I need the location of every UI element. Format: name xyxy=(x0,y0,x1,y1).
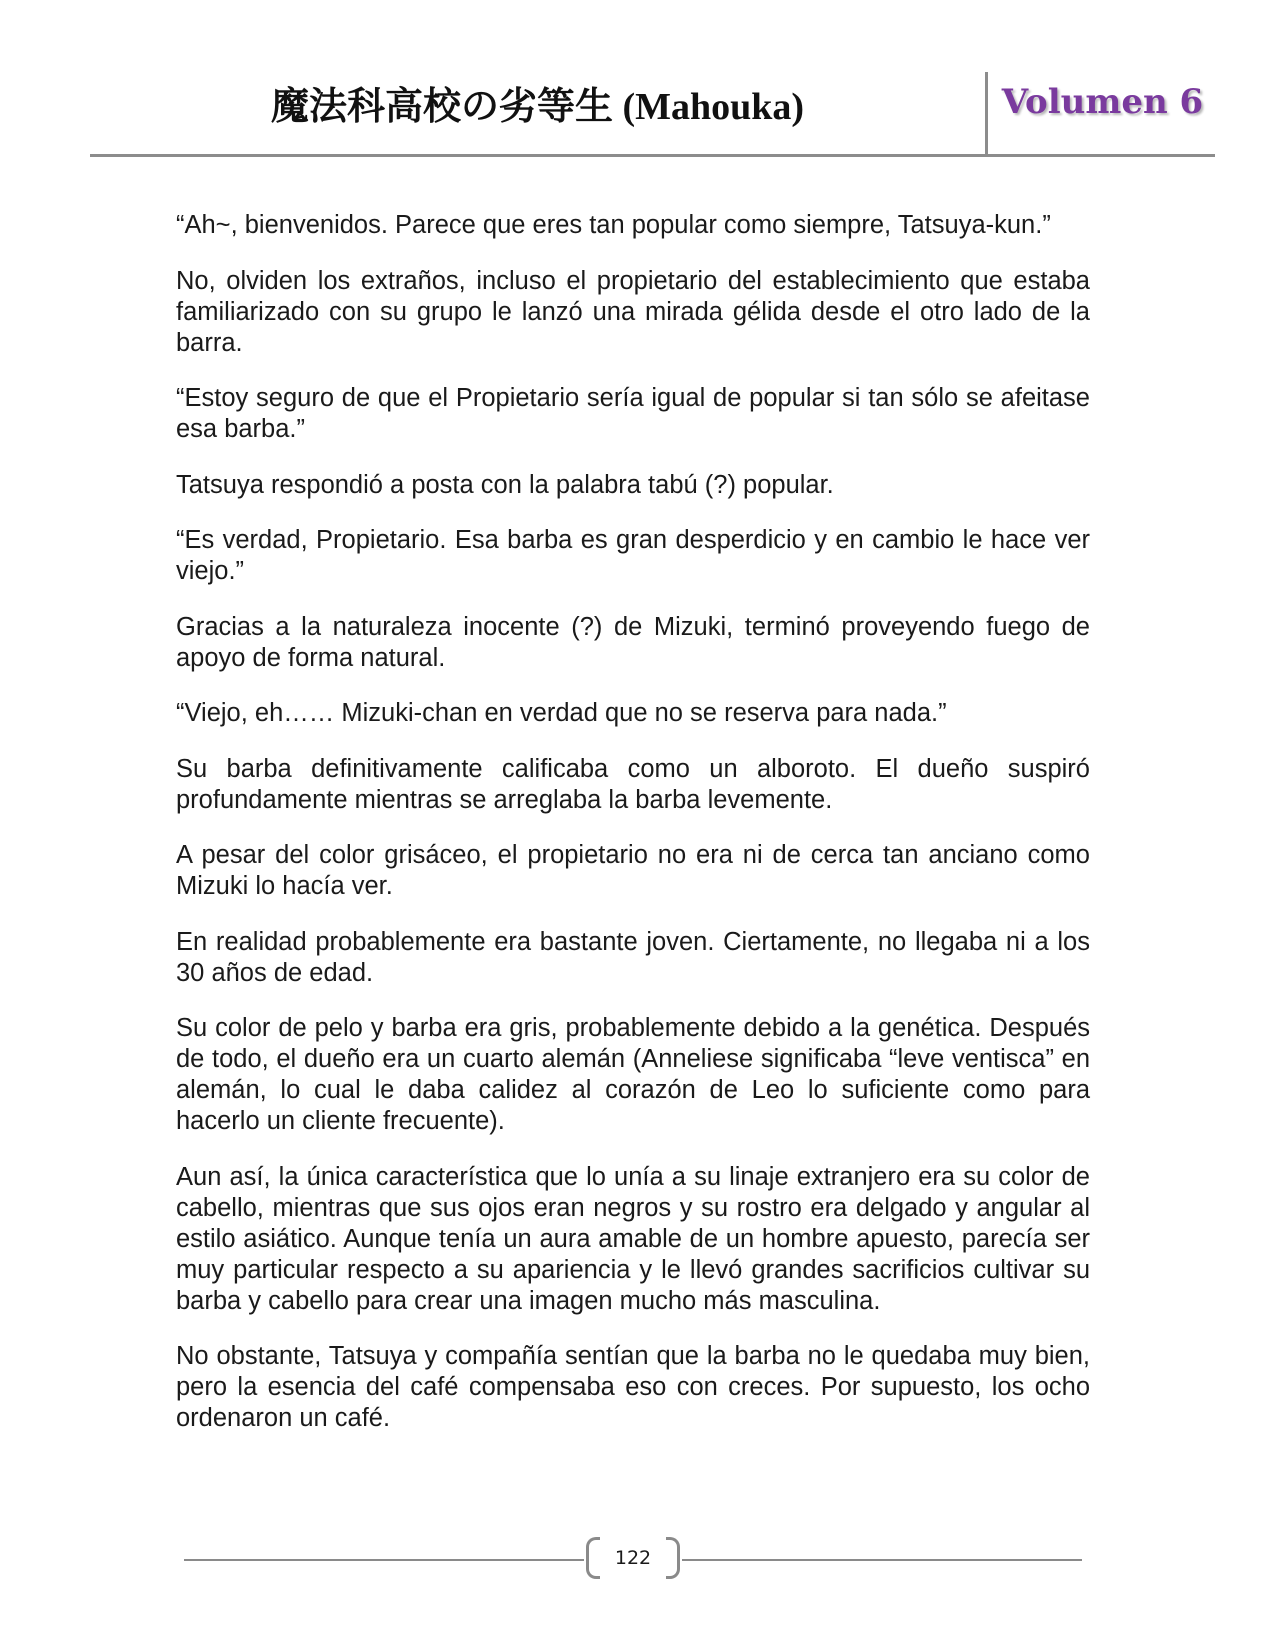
page-header xyxy=(90,70,1215,156)
header-rule xyxy=(90,154,1215,157)
paragraph: En realidad probablemente era bastante joven. Ciertamente, no llegaba ni a los 30 años de edad. xyxy=(176,927,1090,987)
page-number: 122 xyxy=(614,1547,652,1569)
book-title: 魔法科高校の劣等生 (Mahouka) xyxy=(270,86,805,128)
paragraph: No obstante, Tatsuya y compañía sentían que la barba no le quedaba muy bien, pero la esencia del café compensaba eso con creces. Por supuesto, los ocho ordenaron un café. xyxy=(176,1342,1090,1432)
paragraph: “Es verdad, Propietario. Esa barba es gran desperdicio y en cambio le hace ver viejo.” xyxy=(176,526,1090,585)
footer-rule-right xyxy=(682,1559,1082,1561)
footer-rule-left xyxy=(184,1559,584,1561)
page-footer xyxy=(184,1535,1082,1585)
paragraph: “Ah~, bienvenidos. Parece que eres tan popular como siempre, Tatsuya-kun.” xyxy=(176,211,1051,239)
paragraph: “Estoy seguro de que el Propietario sería igual de popular si tan sólo se afeitase esa barba.” xyxy=(176,384,1090,443)
volume-label: Volumen 6 xyxy=(1001,82,1204,122)
paragraph: Su color de pelo y barba era gris, probablemente debido a la genética. Después de todo, el dueño era un cuarto alemán (Anneliese significaba “leve ventisca” en alemán, lo cual le daba calidez al corazón de Leo lo suficiente como para hacerlo un cliente frecuente). xyxy=(176,1014,1090,1135)
paragraph: Tatsuya respondió a posta con la palabra tabú (?) popular. xyxy=(176,470,834,499)
header-divider xyxy=(985,72,988,156)
paragraph: Su barba definitivamente calificaba como un alboroto. El dueño suspiró profundamente mientras se arreglaba la barba levemente. xyxy=(176,754,1090,814)
right-bracket-ornament xyxy=(666,1537,680,1579)
paragraph: Gracias a la naturaleza inocente (?) de Mizuki, terminó proveyendo fuego de apoyo de forma natural. xyxy=(176,612,1090,672)
paragraph: No, olviden los extraños, incluso el propietario del establecimiento que estaba familiarizado con su grupo le lanzó una mirada gélida desde el otro lado de la barra. xyxy=(176,266,1090,357)
paragraph: “Viejo, eh…… Mizuki-chan en verdad que no se reserva para nada.” xyxy=(176,699,947,727)
page-body xyxy=(176,210,1090,1459)
paragraph: Aun así, la única característica que lo unía a su linaje extranjero era su color de cabello, mientras que sus ojos eran negros y su rostro era delgado y angular al estilo asiático. Aunque tenía un aura amable de un hombre apuesto, parecía ser muy particular respecto a su apariencia y le llevó grandes sacrificios cultivar su barba y cabello para crear una imagen mucho más masculina. xyxy=(176,1162,1090,1315)
paragraph: A pesar del color grisáceo, el propietario no era ni de cerca tan anciano como Mizuki lo hacía ver. xyxy=(176,841,1090,900)
left-bracket-ornament xyxy=(586,1537,600,1579)
